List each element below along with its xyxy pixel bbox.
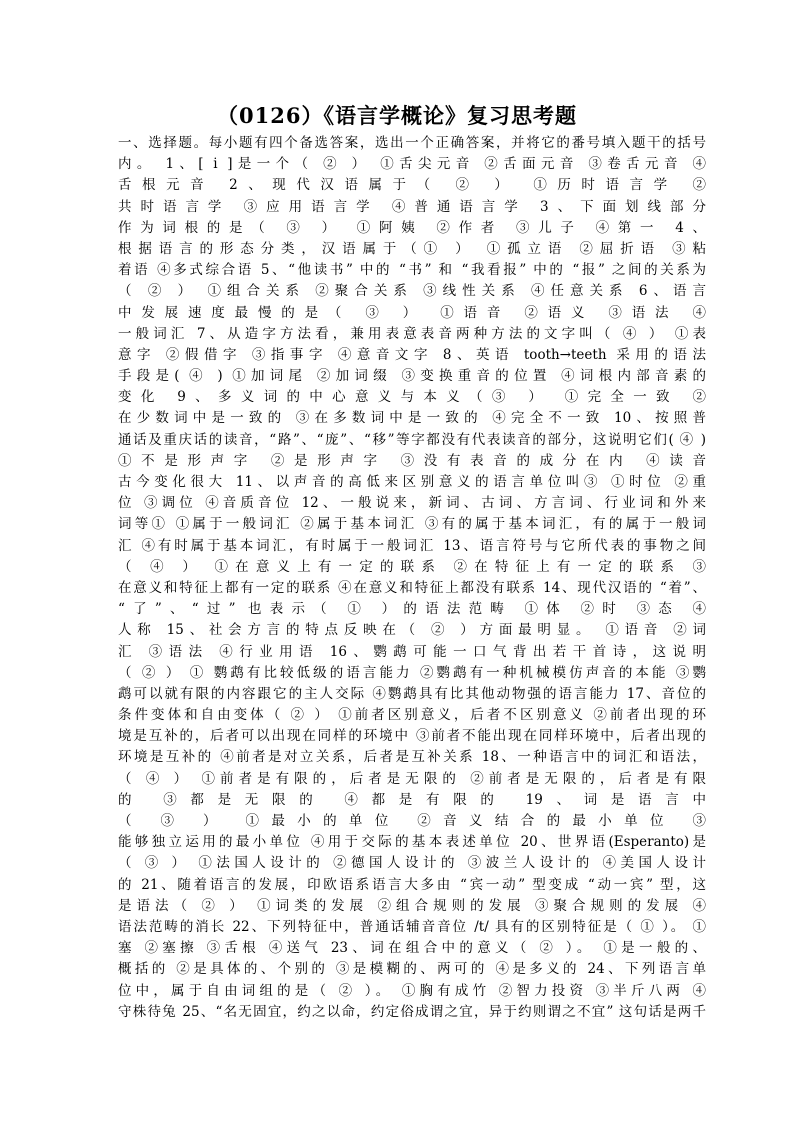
text-line: “了”、“过” 也表示（ ① ）的语法范畴 ①体 ②时 ③态 ④	[118, 601, 706, 618]
text-line: 意字 ②假借字 ③指事字 ④意音文字 8、英语 tooth→teeth 采用的语法	[118, 346, 706, 363]
text-line: 内。 1、[ i ]是一个（ ② ） ①舌尖元音 ②舌面元音 ③卷舌元音 ④	[118, 156, 706, 173]
text-line: 根据语言的形态分类，汉语属于（① ） ①孤立语 ②屈折语 ③粘	[118, 240, 706, 257]
text-line: 在意义和特征上都有一定的联系 ④在意义和特征上都没有联系 14、现代汉语的 “着”、	[118, 579, 706, 596]
text-line: 人称 15、社会方言的特点反映在（ ② ）方面最明显。 ①语音 ②词	[118, 622, 706, 639]
text-line: 汇 ④有时属于基本词汇，有时属于一般词汇 13、语言符号与它所代表的事物之间	[118, 537, 706, 554]
text-line: 的 ③都是无限的 ④都是有限的 19、词是语言中	[118, 791, 706, 808]
text-line: 舌根元音 2、现代汉语属于（ ② ） ①历时语言学 ②	[118, 177, 706, 194]
text-line: 一般词汇 7、从造字方法看，兼用表意表音两种方法的文字叫（ ④ ） ①表	[118, 325, 706, 342]
text-line: ①不是形声字 ②是形声字 ③没有表音的成分在内 ④读音	[118, 452, 706, 469]
text-line: 词等① ①属于一般词汇 ②属于基本词汇 ③有的属于基本词汇，有的属于一般词	[118, 516, 706, 533]
text-line: 手段是( ④ ) ①加词尾 ②加词缀 ③变换重音的位置 ④词根内部音素的	[118, 368, 706, 385]
text-line: 在少数词中是一致的 ③在多数词中是一致的 ④完全不一致 10、按照普	[118, 410, 706, 427]
text-line: 通话及重庆话的读音，“路”、“庞”、“移”等字都没有代表读音的部分，这说明它们( ④ )	[118, 431, 706, 448]
text-line: 位中，属于自由词组的是（ ② ）。 ①胸有成竹 ②智力投资 ③半斤八两 ④	[118, 982, 706, 999]
text-line: （ ② ） ①组合关系 ②聚合关系 ③线性关系 ④任意关系 6、语言	[118, 283, 706, 300]
text-line: （ ④ ） ①在意义上有一定的联系 ②在特征上有一定的联系 ③	[118, 558, 706, 575]
text-line: 中发展速度最慢的是（ ③ ） ①语音 ②语义 ③语法 ④	[118, 304, 706, 321]
text-line: 古今变化很大 11、以声音的高低来区别意义的语言单位叫③ ①时位 ②重	[118, 474, 706, 490]
text-line: 环境是互补的 ④前者是对立关系，后者是互补关系 18、一种语言中的词汇和语法，	[118, 749, 706, 766]
text-line: （ ④ ） ①前者是有限的，后者是无限的 ②前者是无限的，后者是有限	[118, 770, 706, 787]
text-line: 的 21、随着语言的发展，印欧语系语言大多由 “宾一动” 型变成 “动一宾” 型，这	[118, 876, 706, 893]
text-line: （ ③ ） ①法国人设计的 ②德国人设计的 ③波兰人设计的 ④美国人设计	[118, 855, 706, 872]
text-line: 是语法（ ② ） ①词类的发展 ②组合规则的发展 ③聚合规则的发展 ④	[118, 897, 706, 914]
text-line: 条件变体和自由变体（ ② ） ①前者区别意义，后者不区别意义 ②前者出现的环	[118, 707, 706, 724]
text-line: 塞 ②塞擦 ③舌根 ④送气 23、词在组合中的意义（ ② ）。 ①是一般的、	[118, 940, 706, 957]
text-line: 概括的 ②是具体的、个别的 ③是模糊的、两可的 ④是多义的 24、下列语言单	[118, 961, 706, 978]
text-line: 守株待兔 25、“名无固宜，约之以命，约定俗成谓之宜，异于约则谓之不宜” 这句话是两千	[118, 1003, 706, 1020]
text-line: 鹉可以就有限的内容跟它的主人交际 ④鹦鹉具有比其他动物强的语言能力 17、音位的	[118, 685, 706, 702]
document-body	[118, 133, 706, 1023]
text-line: （ ③ ） ①最小的单位 ②音义结合的最小单位 ③	[118, 813, 706, 829]
text-line: 境是互补的，后者可以出现在同样的环境中 ③前者不能出现在同样环境中，后者出现的	[118, 728, 706, 745]
text-line: （ ② ） ① 鹦鹉有比较低级的语言能力 ②鹦鹉有一种机械模仿声音的本能 ③鹦	[118, 664, 706, 681]
text-line: 作为词根的是（ ③ ） ①阿姨 ②作者 ③儿子 ④第一 4、	[118, 219, 706, 236]
text-line: 着语 ④多式综合语 5、“他读书” 中的 “书” 和 “我看报” 中的 “报” 之间的关系为	[118, 262, 706, 279]
text-line: 变化 9、多义词的中心意义与本义（③ ） ①完全一致 ②	[118, 389, 706, 406]
text-line: 能够独立运用的最小单位 ④用于交际的基本表述单位 20、世界语(Esperanto)是	[118, 834, 706, 851]
text-line: 位 ③调位 ④音质音位 12、一般说来，新词、古词、方言词、行业词和外来	[118, 495, 706, 512]
text-line: 共时语言学 ③应用语言学 ④普通语言学 3、下面划线部分	[118, 198, 706, 215]
document-title: （0126）《语言学概论》复习思考题	[217, 103, 577, 128]
text-line: 一、选择题。每小题有四个备选答案，选出一个正确答案，并将它的番号填入题干的括号	[118, 135, 706, 151]
text-line: 汇 ③语法 ④行业用语 16、鹦鹉可能一口气背出若干首诗，这说明	[118, 643, 706, 660]
text-line: 语法范畴的消长 22、下列特征中，普通话辅音音位 /t/ 具有的区别特征是（ ① ）。 ①	[118, 918, 706, 935]
